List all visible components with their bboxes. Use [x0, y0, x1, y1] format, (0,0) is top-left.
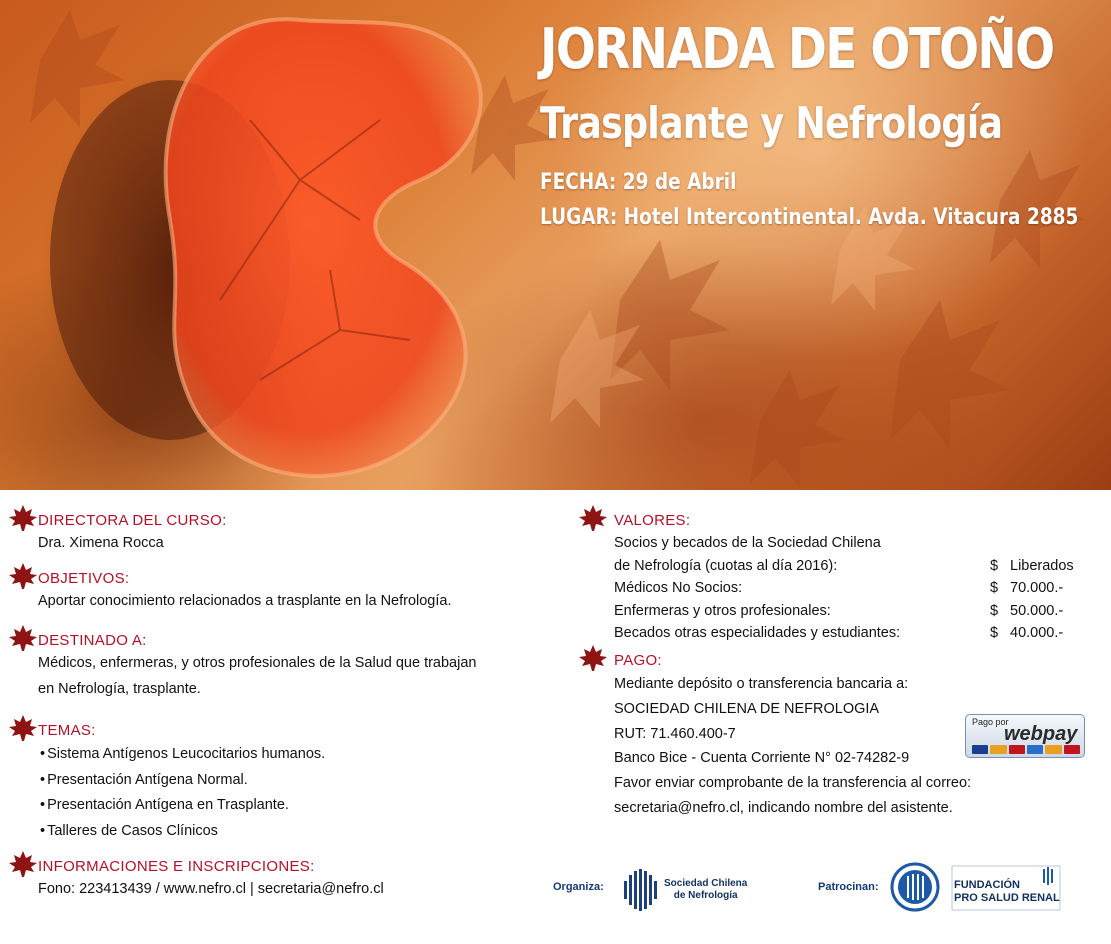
valor-currency: $ [990, 602, 999, 619]
maple-leaf-icon [578, 504, 608, 532]
sponsors-footer [0, 860, 1111, 930]
card-brands-icon [972, 745, 1080, 754]
table-row [614, 622, 1074, 645]
valor-amount: 40.000.- [1010, 625, 1064, 641]
sociedad-nefrologia-logo-icon [620, 867, 662, 913]
valor-concept: Becados otras especialidades y estudiantes: [614, 625, 901, 641]
directora-heading: DIRECTORA DEL CURSO: [38, 512, 227, 529]
valor-amount: 50.000.- [1010, 602, 1064, 619]
valor-currency: $ [990, 625, 999, 641]
webpay-small-label: Pago por [972, 717, 1009, 727]
pago-line: Mediante depósito o transferencia bancaria a: [614, 676, 909, 692]
list-item: • Presentación Antígena Normal. [40, 768, 325, 794]
pago-line: Favor enviar comprobante de la transferencia al correo: [614, 775, 972, 792]
fundacion-name-line: FUNDACIÓN [954, 879, 1020, 891]
destinado-heading: DESTINADO A: [38, 632, 147, 649]
valor-currency: $ [990, 580, 999, 596]
organizer-name-line: Sociedad Chilena [664, 878, 748, 889]
temas-heading: TEMAS: [38, 722, 96, 739]
organiza-label: Organiza: [553, 881, 604, 893]
table-row [614, 577, 1074, 600]
list-item: • Talleres de Casos Clínicos [40, 819, 325, 845]
contact-info: Fono: 223413439 / www.nefro.cl | secretaria@nefro.cl [38, 881, 384, 897]
valor-currency [990, 532, 1010, 555]
valores-table [614, 532, 1074, 645]
valor-concept: Enfermeras y otros profesionales: [614, 602, 831, 619]
objetivos-text: Aportar conocimiento relacionados a trasplante en la Nefrología. [38, 593, 452, 609]
section-valores [570, 504, 1111, 645]
objetivos-heading: OBJETIVOS: [38, 570, 130, 587]
event-date: FECHA: 29 de Abril [540, 170, 737, 195]
list-item: • Presentación Antígena en Trasplante. [40, 793, 325, 819]
directora-name: Dra. Ximena Rocca [38, 535, 164, 551]
fundacion-name-line: PRO SALUD RENAL [954, 892, 1060, 904]
table-row [614, 555, 1074, 578]
event-title: JORNADA DE OTOÑO [540, 17, 1054, 82]
maple-leaf-icon [8, 714, 38, 742]
table-row [614, 532, 1074, 555]
valor-amount: 70.000.- [1010, 580, 1064, 596]
valor-concept: Socios y becados de la Sociedad Chilena [614, 535, 881, 551]
webpay-logo: webpay [1004, 723, 1078, 745]
informaciones-heading: INFORMACIONES E INSCRIPCIONES: [38, 858, 315, 875]
maple-leaf-icon [8, 624, 38, 652]
section-temas [0, 714, 325, 844]
section-destinado [0, 624, 476, 702]
pago-line: SOCIEDAD CHILENA DE NEFROLOGIA [614, 700, 880, 717]
organizer-name-line: de Nefrología [673, 890, 738, 901]
hero-text-block [540, 18, 1111, 230]
section-directora [0, 504, 227, 556]
valor-amount: Liberados [1010, 557, 1074, 574]
valores-heading: VALORES: [614, 512, 691, 529]
pago-line: RUT: 71.460.400-7 [614, 725, 736, 742]
event-venue: LUGAR: Hotel Intercontinental. Avda. Vitacura 2885 [540, 205, 1079, 230]
destinado-line-1: Médicos, enfermeras, y otros profesionales de la Salud que trabajan [38, 655, 477, 671]
event-subtitle: Trasplante y Nefrología [540, 98, 1003, 149]
sponsor-seal-logo-icon [890, 862, 940, 912]
webpay-badge[interactable] [965, 714, 1085, 758]
destinado-line-2: en Nefrología, trasplante. [38, 681, 201, 697]
maple-leaf-icon [578, 644, 608, 672]
pago-line: secretaria@nefro.cl, indicando nombre del asistente. [614, 799, 953, 816]
valor-currency: $ [990, 557, 999, 574]
valor-concept: de Nefrología (cuotas al día 2016): [614, 557, 838, 574]
list-item: • Sistema Antígenos Leucocitarios humanos. [40, 742, 325, 768]
fundacion-name [954, 879, 1060, 905]
maple-leaf-icon [8, 562, 38, 590]
temas-list [0, 742, 325, 844]
pago-heading: PAGO: [614, 652, 662, 669]
patrocinan-label: Patrocinan: [818, 881, 879, 893]
section-objetivos [0, 562, 452, 614]
maple-leaf-icon [8, 504, 38, 532]
pago-line: Banco Bice - Cuenta Corriente N° 02-74282-9 [614, 750, 910, 767]
valor-amount [1010, 532, 1074, 555]
valor-concept: Médicos No Socios: [614, 580, 743, 596]
table-row [614, 600, 1074, 623]
organizer-name [664, 878, 747, 902]
